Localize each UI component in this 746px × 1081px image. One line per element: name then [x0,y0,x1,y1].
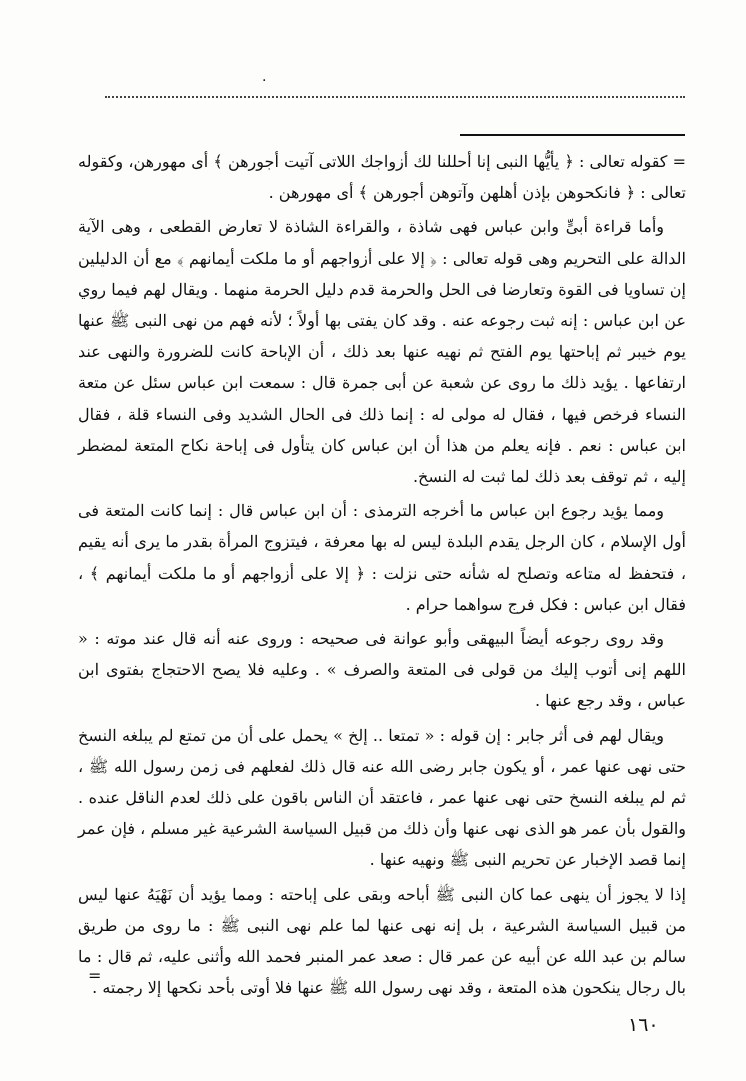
footnote-separator [460,134,685,136]
body-text [78,146,686,1003]
top-mark: . [262,69,267,85]
page-number: ١٦٠ [628,1014,659,1036]
paragraph-2: وأما قراءة أبىٍّ وابن عباس فهى شاذة ، والقراءة الشاذة لا تعارض القطعى ، وهى الآية الدالة على التحريم وهى قوله تعالى : ﴿ إلا على أزواجهم أو ما ملكت أيمانهم ﴾ مع أن الدليلين إن تساويا فى القوة وتعارضا فى الحل والحرمة قدم دليل الحرمة منهما . ويقال لهم فيما روي عن ابن عباس : إنه ثبت رجوعه عنه . وقد كان يفتى بها أولاً ؛ لأنه فهم من نهى النبى ﷺ عنها يوم خيبر ثم إباحتها يوم الفتح ثم نهيه عنها بعد ذلك ، أن الإباحة كانت للضرورة والنهى عند ارتفاعها . يؤيد ذلك ما روى عن شعبة عن أبى جمرة قال : سمعت ابن عباس سئل عن متعة النساء فرخص فيها ، فقال له مولى له : إنما ذلك فى الحال الشديد وفى النساء قلة ، فقال ابن عباس : نعم . فإنه يعلم من هذا أن ابن عباس كان يتأول فى إباحة نكاح المتعة لمضطر إليه ، ثم توقف بعد ذلك لما ثبت له النسخ. [78,217,687,487]
continuation-mark: = [88,966,102,985]
paragraph-5: ويقال لهم فى أثر جابر : إن قوله : « تمتعا .. إلخ » يحمل على أن من تمتع لم يبلغه النسخ حتى نهى عنها عمر ، أو يكون جابر رضى الله عنه قال ذلك لفعلهم فى زمن رسول الله ﷺ ، ثم لم يبلغه النسخ حتى نهى عنها عمر ، فاعتقد أن الناس باقون على ذلك لعدم الناقل عنده . والقول بأن عمر هو الذى نهى عنها وأن ذلك من قبيل السياسة الشرعية غير مسلم ، فإن عمر إنما قصد الإخبار عن تحريم النبى ﷺ ونهيه عنها . [78,725,687,870]
dotted-separator [105,96,685,98]
paragraph-3: ومما يؤيد رجوع ابن عباس ما أخرجه الترمذى : أن ابن عباس قال : إنما كانت المتعة فى أول الإسلام ، كان الرجل يقدم البلدة ليس له بها معرفة ، فيتزوج المرأة بقدر ما يرى أنه يقيم ، فتحفظ له متاعه وتصلح له شأنه حتى نزلت : ﴿ إلا على أزواجهم أو ما ملكت أيمانهم ﴾ ، فقال ابن عباس : فكل فرج سواهما حرام . [78,501,687,614]
paragraph-1: = كقوله تعالى : ﴿ يأيُّها النبى إنا أحللنا لك أزواجك اللاتى آتيت أجورهن ﴾ أى مهورهن، وكقوله تعالى : ﴿ فانكحوهن بإذن أهلهن وآتوهن أجورهن ﴾ أى مهورهن . [78,152,686,203]
paragraph-6: إذا لا يجوز أن ينهى عما كان النبى ﷺ أباحه وبقى على إباحته : ومما يؤيد أن نَهْيَهُ عنها ليس من قبيل السياسة الشرعية ، بل إنه نهى عنها لما علم نهى النبى ﷺ : ما روى من طريق سالم بن عبد الله عن أبيه عن عمر قال : صعد عمر المنبر فحمد الله وأثنى عليه، ثم قال : ما بال رجال ينكحون هذه المتعة ، وقد نهى رسول الله ﷺ عنها فلا أوتى بأحد نكحها إلا رجمته . [78,884,687,998]
paragraph-4: وقد روى رجوعه أيضاً البيهقى وأبو عوانة فى صحيحه : وروى عنه أنه قال عند موته : « اللهم إنى أتوب إليك من قولى فى المتعة والصرف » . وعليه فلا يصح الاحتجاج بفتوى ابن عباس ، وقد رجع عنها . [78,629,686,711]
